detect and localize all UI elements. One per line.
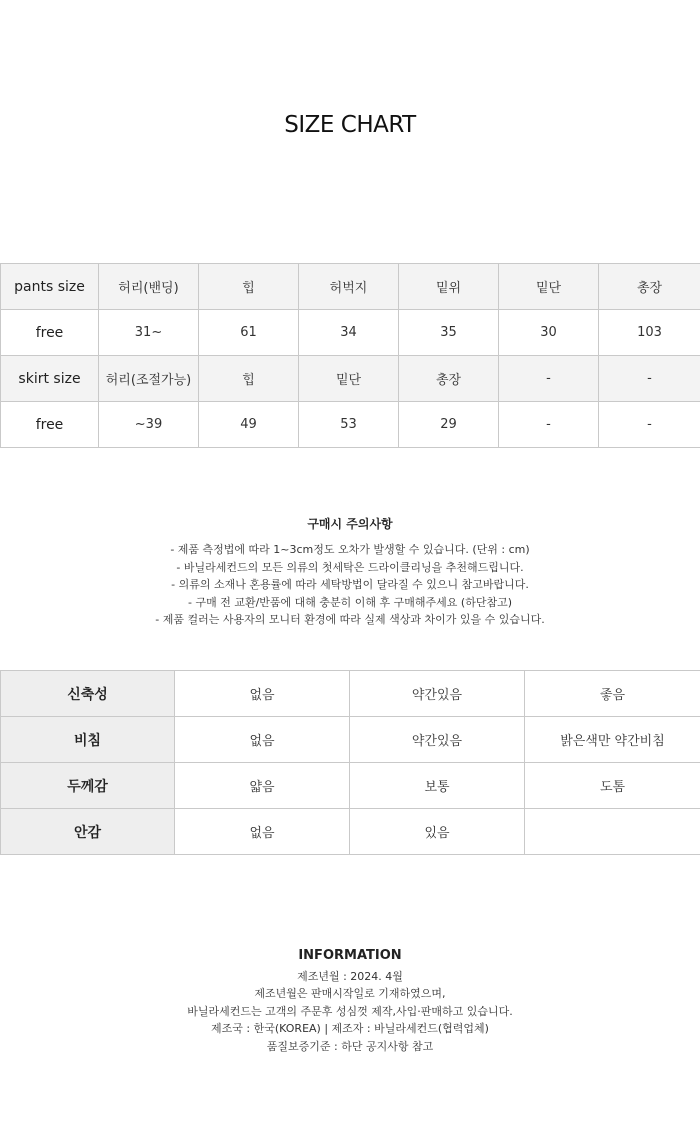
- table-cell: 29: [399, 402, 499, 448]
- purchase-notice: [0, 515, 700, 629]
- table-cell: -: [499, 356, 599, 402]
- table-cell: 얇음: [175, 763, 350, 809]
- table-row: [1, 671, 700, 717]
- notice-line: - 바닐라세컨드의 모든 의류의 첫세탁은 드라이클리닝을 추천해드립니다.: [176, 560, 524, 574]
- table-cell: pants size: [1, 264, 99, 310]
- table-cell: 밑단: [499, 264, 599, 310]
- table-cell: 30: [499, 310, 599, 356]
- table-cell: 53: [299, 402, 399, 448]
- table-cell: 35: [399, 310, 499, 356]
- table-row: [1, 717, 700, 763]
- information-line: 제조국 : 한국(KOREA) | 제조자 : 바닐라세컨드(협력업체): [211, 1022, 489, 1036]
- table-cell: 좋음: [525, 671, 700, 717]
- table-row: [1, 809, 700, 855]
- table-cell: 103: [599, 310, 700, 356]
- table-cell: ~39: [99, 402, 199, 448]
- table-cell: 총장: [399, 356, 499, 402]
- table-cell: 49: [199, 402, 299, 448]
- skirt-header-row: [1, 356, 700, 402]
- table-cell: 밑단: [299, 356, 399, 402]
- table-cell: 허리(조절가능): [99, 356, 199, 402]
- table-cell: 약간있음: [350, 717, 525, 763]
- table-row: [1, 763, 700, 809]
- table-cell: 없음: [175, 717, 350, 763]
- fabric-properties-table: [0, 670, 700, 855]
- table-cell: 약간있음: [350, 671, 525, 717]
- information-line: 품질보증기준 : 하단 공지사항 참고: [266, 1039, 434, 1053]
- page-title: SIZE CHART: [284, 112, 416, 138]
- notice-line: - 제품 컬러는 사용자의 모니터 환경에 따라 실제 색상과 차이가 있을 수 있습니다.: [155, 613, 545, 627]
- information-line: 바닐라세컨드는 고객의 주문후 성심껏 제작,사입·판매하고 있습니다.: [187, 1004, 513, 1018]
- notice-title: 구매시 주의사항: [307, 517, 393, 531]
- table-cell: 밝은색만 약간비침: [525, 717, 700, 763]
- table-cell: free: [1, 402, 99, 448]
- table-cell: 허리(밴딩): [99, 264, 199, 310]
- information-section: [0, 948, 700, 1055]
- notice-line: - 구매 전 교환/반품에 대해 충분히 이해 후 구매해주세요 (하단참고): [187, 595, 512, 609]
- row-label: 안감: [1, 809, 175, 855]
- notice-line: - 제품 측정법에 따라 1~3cm정도 오차가 발생할 수 있습니다. (단위 : cm): [170, 543, 530, 556]
- table-cell: 힙: [199, 264, 299, 310]
- table-cell: -: [599, 356, 700, 402]
- table-cell: -: [599, 402, 700, 448]
- table-cell: 없음: [175, 809, 350, 855]
- table-cell: 총장: [599, 264, 700, 310]
- row-label: 비침: [1, 717, 175, 763]
- pants-values-row: [1, 310, 700, 356]
- row-label: 두께감: [1, 763, 175, 809]
- table-cell: 31~: [99, 310, 199, 356]
- notice-line: - 의류의 소재나 혼용률에 따라 세탁방법이 달라질 수 있으니 참고바랍니다.: [171, 578, 529, 592]
- table-cell: 있음: [350, 809, 525, 855]
- skirt-values-row: [1, 402, 700, 448]
- table-cell: 허벅지: [299, 264, 399, 310]
- information-title: INFORMATION: [298, 948, 402, 963]
- table-cell: -: [499, 402, 599, 448]
- table-cell: 보통: [350, 763, 525, 809]
- size-chart-table: [0, 263, 700, 448]
- information-line: 제조년월 : 2024. 4월: [297, 970, 403, 983]
- table-cell: 힙: [199, 356, 299, 402]
- table-cell: [525, 809, 700, 855]
- table-cell: skirt size: [1, 356, 99, 402]
- information-line: 제조년월은 판매시작일로 기재하였으며,: [254, 987, 446, 1001]
- pants-header-row: [1, 264, 700, 310]
- table-cell: 34: [299, 310, 399, 356]
- table-cell: 도톰: [525, 763, 700, 809]
- table-cell: 밑위: [399, 264, 499, 310]
- table-cell: 61: [199, 310, 299, 356]
- table-cell: free: [1, 310, 99, 356]
- table-cell: 없음: [175, 671, 350, 717]
- row-label: 신축성: [1, 671, 175, 717]
